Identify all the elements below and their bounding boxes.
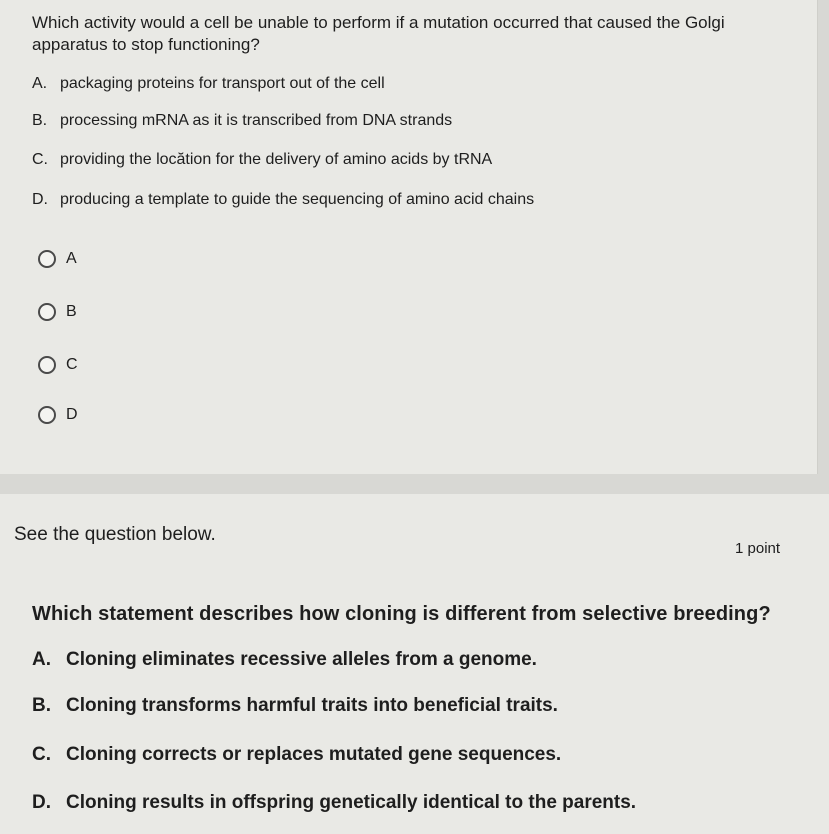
choice-letter: C. (32, 151, 48, 168)
radio-option-label: B (66, 303, 77, 320)
question-1-stem: Which activity would a cell be unable to perform if a mutation occurred that caused the Golgi apparatus to stop functioning? (32, 13, 725, 54)
choice-letter: B. (32, 695, 51, 716)
choice-text: packaging proteins for transport out of the cell (60, 75, 385, 92)
choice-letter: C. (32, 744, 51, 765)
choice-letter: B. (32, 112, 48, 129)
question-card-2 (0, 494, 829, 834)
choice-text: producing a template to guide the sequencing of amino acid chains (60, 191, 535, 208)
choice-text: providing the locătion for the delivery of amino acids by tRNA (60, 151, 493, 168)
choice-letter: A. (32, 649, 51, 670)
choice-letter: D. (32, 792, 51, 813)
choice-text: Cloning results in offspring genetically identical to the parents. (66, 792, 637, 813)
question-1-choice-a (32, 74, 385, 94)
radio-option-label: A (66, 250, 77, 267)
radio-button-icon[interactable] (38, 406, 56, 424)
radio-button-icon[interactable] (38, 250, 56, 268)
choice-text: Cloning eliminates recessive alleles from a genome. (66, 649, 537, 670)
see-question-header: See the question below. (14, 524, 216, 545)
choice-text: Cloning transforms harmful traits into beneficial traits. (66, 695, 558, 716)
radio-button-icon[interactable] (38, 356, 56, 374)
radio-option-label: C (66, 356, 78, 373)
question-2-choice-a[interactable] (32, 649, 537, 671)
question-1-choice-b (32, 111, 452, 131)
question-1-choice-d (32, 190, 534, 210)
question-2-choice-d[interactable] (32, 792, 636, 814)
choice-letter: D. (32, 191, 48, 208)
question-2-choice-c[interactable] (32, 744, 561, 766)
radio-option-b[interactable] (38, 299, 77, 325)
radio-button-icon[interactable] (38, 303, 56, 321)
question-2-choice-b[interactable] (32, 695, 558, 717)
question-1-choice-c (32, 150, 492, 170)
choice-text: processing mRNA as it is transcribed from DNA strands (60, 112, 453, 129)
radio-option-d[interactable] (38, 402, 78, 428)
radio-option-a[interactable] (38, 246, 77, 272)
radio-option-label: D (66, 406, 78, 423)
choice-letter: A. (32, 75, 48, 92)
choice-text: Cloning corrects or replaces mutated gene sequences. (66, 744, 562, 765)
question-2-stem: Which statement describes how cloning is different from selective breeding? (32, 603, 771, 625)
radio-option-c[interactable] (38, 352, 78, 378)
points-label: 1 point (735, 540, 781, 557)
